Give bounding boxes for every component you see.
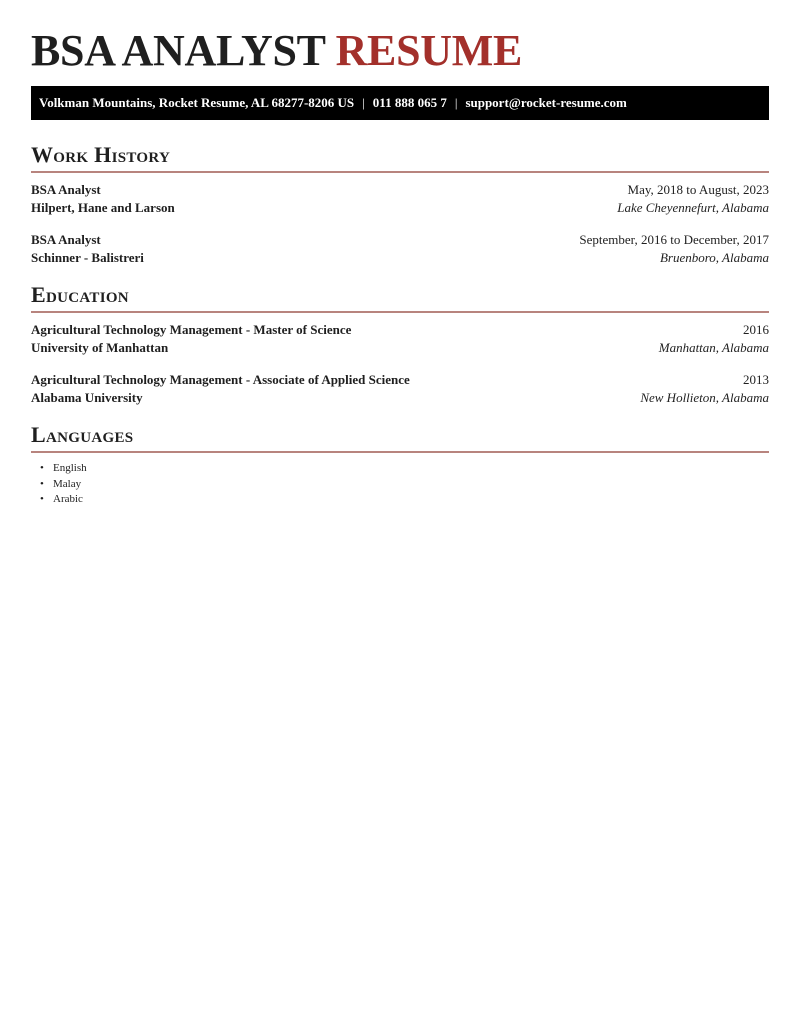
graduation-year: 2013	[743, 372, 769, 387]
contact-separator: |	[362, 95, 365, 110]
education-section	[31, 281, 769, 405]
degree: Agricultural Technology Management - Master of Science	[31, 322, 352, 337]
job-company: Hilpert, Hane and Larson	[31, 199, 175, 215]
section-divider	[31, 451, 769, 453]
section-title-languages: Languages	[31, 422, 134, 447]
contact-separator: |	[454, 95, 458, 110]
language-item	[40, 492, 769, 508]
work-entry	[31, 231, 769, 265]
languages-list	[31, 461, 769, 508]
graduation-year: 2016	[743, 322, 769, 337]
bullet-icon: •	[40, 493, 44, 505]
job-position: BSA Analyst	[31, 182, 101, 197]
title-role: BSA ANALYST	[31, 26, 325, 75]
school-location: Manhattan, Alabama	[658, 339, 769, 355]
section-divider	[31, 311, 769, 313]
section-title-work-history: Work History	[31, 142, 171, 167]
language-item	[40, 461, 769, 477]
education-entry	[31, 321, 769, 355]
language-item	[40, 477, 769, 493]
contact-phone: 011 888 065 7	[372, 95, 447, 110]
work-entry	[31, 181, 769, 215]
contact-address: Volkman Mountains, Rocket Resume, AL 68277-8206 US	[39, 95, 355, 110]
section-divider	[31, 171, 769, 173]
job-dates: May, 2018 to August, 2023	[627, 182, 769, 197]
resume-title	[31, 26, 522, 76]
job-location: Lake Cheyennefurt, Alabama	[617, 199, 769, 215]
job-company: Schinner - Balistreri	[31, 249, 144, 265]
language-name: English	[53, 462, 87, 474]
work-history-section	[31, 141, 769, 265]
bullet-icon: •	[40, 477, 44, 490]
languages-section	[31, 421, 769, 508]
language-name: Malay	[53, 477, 82, 490]
contact-email: support@rocket-resume.com	[465, 95, 627, 110]
contact-bar	[31, 86, 769, 120]
job-position: BSA Analyst	[31, 232, 101, 247]
language-name: Arabic	[53, 493, 83, 505]
school-location: New Hollieton, Alabama	[640, 389, 769, 405]
school: Alabama University	[31, 389, 143, 405]
section-title-education: Education	[31, 282, 129, 307]
bullet-icon: •	[40, 462, 44, 474]
school: University of Manhattan	[31, 339, 169, 355]
job-location: Bruenboro, Alabama	[659, 249, 769, 265]
title-resume: RESUME	[335, 26, 523, 75]
job-dates: September, 2016 to December, 2017	[579, 232, 769, 247]
degree: Agricultural Technology Management - Associate of Applied Science	[31, 372, 410, 387]
education-entry	[31, 371, 769, 405]
